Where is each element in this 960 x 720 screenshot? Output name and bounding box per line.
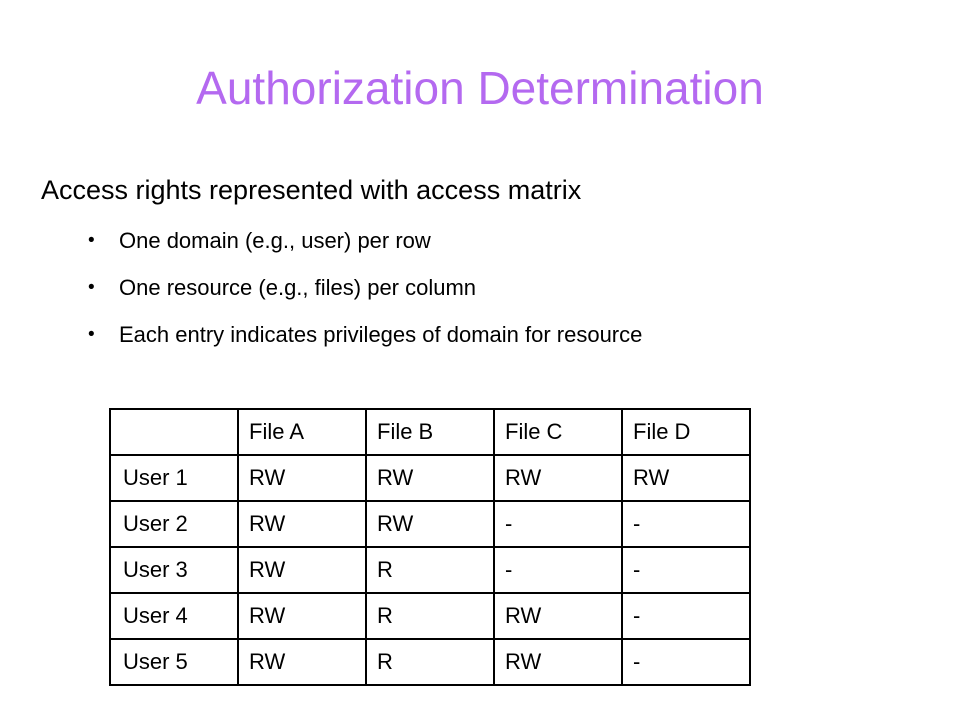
table-cell: - xyxy=(494,501,622,547)
table-cell: RW xyxy=(366,501,494,547)
column-header: File A xyxy=(238,409,366,455)
table-cell: RW xyxy=(494,455,622,501)
bullet-item xyxy=(88,316,642,363)
table-cell: - xyxy=(622,501,750,547)
table-cell: R xyxy=(366,593,494,639)
lead-text: Access rights represented with access matrix xyxy=(41,175,582,205)
table-corner-cell xyxy=(110,409,238,455)
table-row xyxy=(110,547,750,593)
bullet-dot-icon: • xyxy=(88,277,95,298)
bullet-list xyxy=(88,222,642,363)
table-cell: RW xyxy=(238,593,366,639)
table-cell: RW xyxy=(494,639,622,685)
column-header: File C xyxy=(494,409,622,455)
column-header: File D xyxy=(622,409,750,455)
bullet-item xyxy=(88,269,642,316)
table-cell: RW xyxy=(238,547,366,593)
table-row xyxy=(110,455,750,501)
access-matrix-table xyxy=(109,408,751,686)
table-header-row xyxy=(110,409,750,455)
bullet-dot-icon: • xyxy=(88,324,95,345)
table-cell: R xyxy=(366,547,494,593)
table-cell: - xyxy=(622,547,750,593)
table-cell: - xyxy=(494,547,622,593)
bullet-item xyxy=(88,222,642,269)
table-cell: - xyxy=(622,593,750,639)
row-header: User 1 xyxy=(110,455,238,501)
table-cell: RW xyxy=(238,501,366,547)
table-cell: RW xyxy=(238,639,366,685)
row-header: User 3 xyxy=(110,547,238,593)
table-cell: - xyxy=(622,639,750,685)
table-cell: RW xyxy=(238,455,366,501)
row-header: User 5 xyxy=(110,639,238,685)
table-cell: R xyxy=(366,639,494,685)
column-header: File B xyxy=(366,409,494,455)
row-header: User 2 xyxy=(110,501,238,547)
table-cell: RW xyxy=(622,455,750,501)
row-header: User 4 xyxy=(110,593,238,639)
bullet-text: Each entry indicates privileges of domain for resource xyxy=(119,322,643,347)
table-row xyxy=(110,501,750,547)
table-cell: RW xyxy=(366,455,494,501)
table-cell: RW xyxy=(494,593,622,639)
slide-title: Authorization Determination xyxy=(196,62,764,114)
table-row xyxy=(110,639,750,685)
bullet-text: One resource (e.g., files) per column xyxy=(119,275,477,300)
bullet-dot-icon: • xyxy=(88,230,95,251)
bullet-text: One domain (e.g., user) per row xyxy=(119,228,431,253)
table-row xyxy=(110,593,750,639)
